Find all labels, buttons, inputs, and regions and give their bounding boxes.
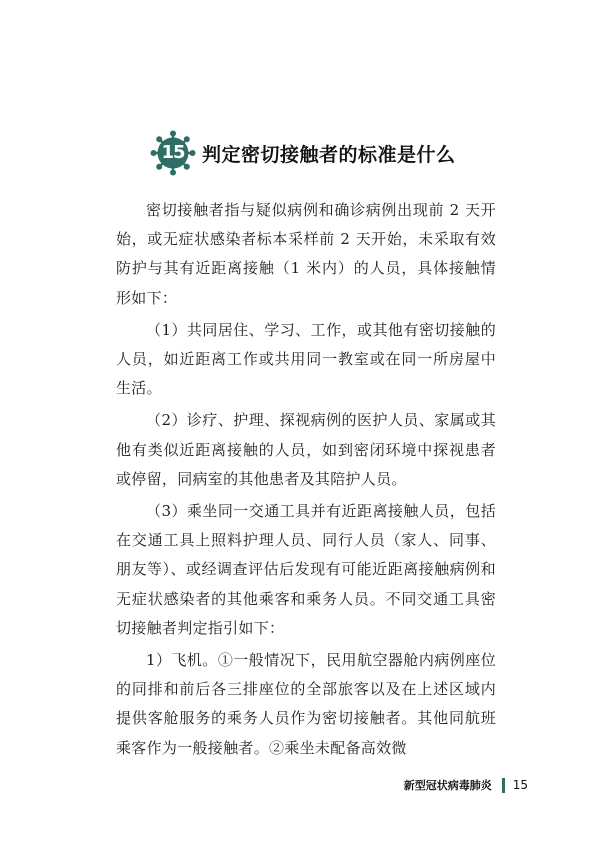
paragraph-item-1: （1）共同居住、学习、工作，或其他有密切接触的人员，如近距离工作或共用同一教室或在同一所房屋中生活。	[116, 320, 496, 398]
body-text	[116, 196, 496, 763]
page-footer	[404, 775, 528, 795]
footer-book-title: 新型冠状病毒肺炎	[403, 779, 492, 792]
paragraph-definition: 密切接触者指与疑似病例和确诊病例出现前 2 天开始，或无症状感染者标本采样前 2 天开始，未采取有效防护与其有近距离接触（1 米内）的人员，具体接触情形如下：	[116, 201, 496, 307]
paragraph-item-2: （2）诊疗、护理、探视病例的医护人员、家属或其他有类似近距离接触的人员，如到密闭环境中探视患者或停留，同病室的其他患者及其陪护人员。	[116, 411, 496, 488]
footer-divider	[502, 778, 505, 793]
page-number: 15	[512, 778, 528, 792]
section-title: 判定密切接触者的标准是什么	[202, 143, 456, 166]
section-number: 15	[161, 142, 185, 163]
virus-badge-icon	[150, 130, 196, 176]
paragraph-airplane: 1）飞机。①一般情况下，民用航空器舱内病例座位的同排和前后各三排座位的全部旅客以及在上述区域内提供客舱服务的乘务人员作为密切接触者。其他同航班乘客作为一般接触者。②乘坐未配备高效微	[116, 651, 496, 757]
section-heading	[150, 128, 456, 178]
paragraph-item-3: （3）乘坐同一交通工具并有近距离接触人员，包括在交通工具上照料护理人员、同行人员（家人、同事、朋友等）、或经调查评估后发现有可能近距离接触病例和无症状感染者的其他乘客和乘务人员。不同交通工具密切接触者判定指引如下：	[116, 502, 496, 637]
